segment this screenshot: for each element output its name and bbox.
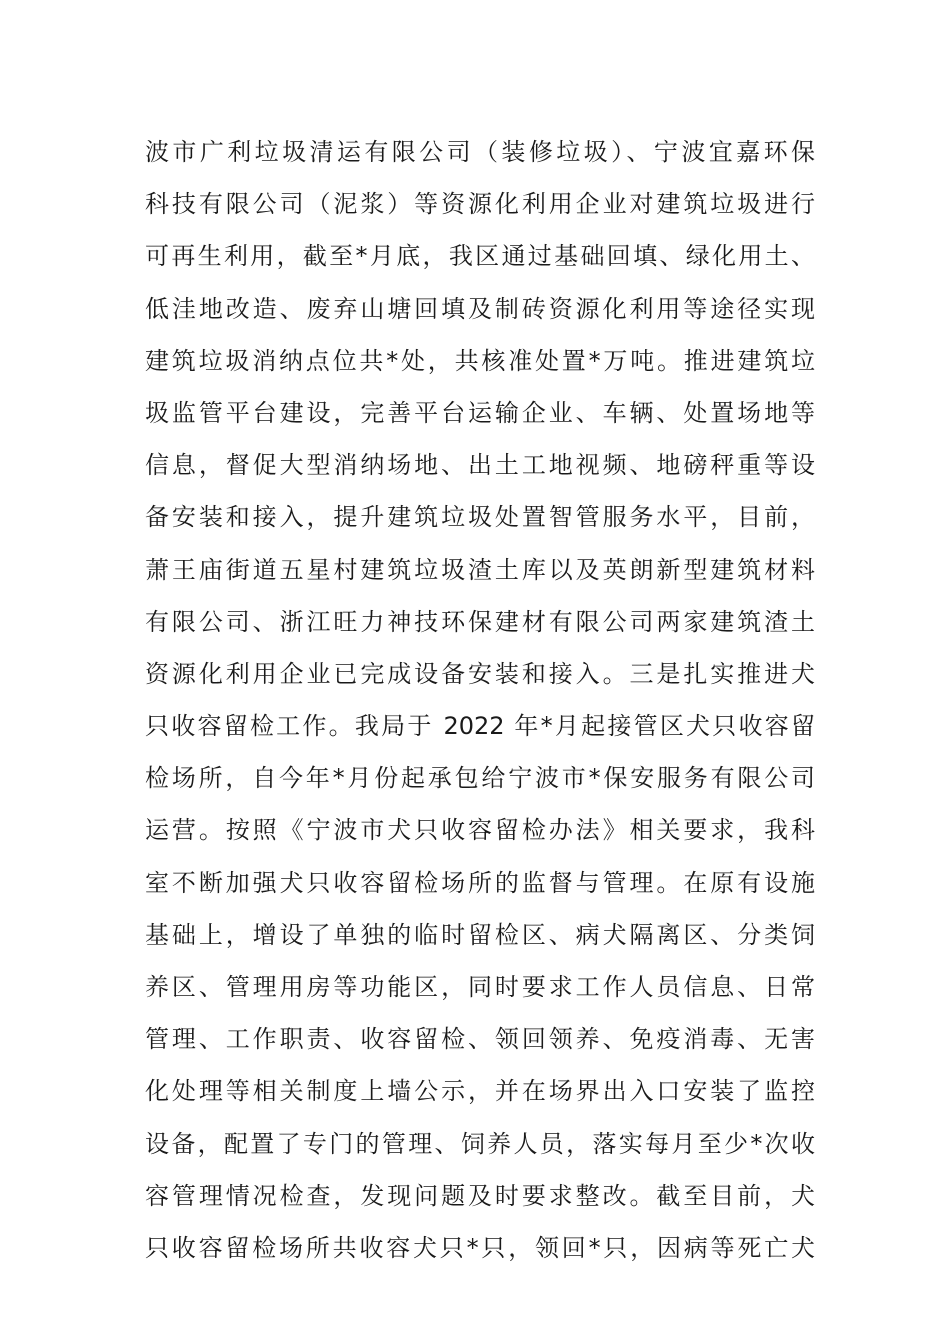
text-line: 有限公司、浙江旺力神技环保建材有限公司两家建筑渣土 — [145, 607, 815, 636]
text-line: 基础上，增设了单独的临时留检区、病犬隔离区、分类饲 — [145, 920, 815, 949]
text-line: 资源化利用企业已完成设备安装和接入。三是扎实推进犬 — [145, 659, 815, 688]
text-line: 科技有限公司（泥浆）等资源化利用企业对建筑垃圾进行 — [145, 190, 815, 219]
text-line: 设备，配置了专门的管理、饲养人员，落实每月至少*次收 — [145, 1129, 815, 1158]
text-line: 备安装和接入，提升建筑垃圾处置智管服务水平，目前， — [145, 503, 815, 532]
text-line: 萧王庙街道五星村建筑垃圾渣土库以及英朗新型建筑材料 — [145, 555, 815, 584]
text-line: 化处理等相关制度上墙公示，并在场界出入口安装了监控 — [145, 1077, 815, 1106]
text-line: 检场所，自今年*月份起承包给宁波市*保安服务有限公司 — [145, 764, 815, 793]
text-line: 信息，督促大型消纳场地、出土工地视频、地磅秤重等设 — [145, 451, 815, 480]
text-line: 只收容留检场所共收容犬只*只，领回*只，因病等死亡犬 — [145, 1233, 815, 1262]
text-line: 低洼地改造、废弃山塘回填及制砖资源化利用等途径实现 — [145, 294, 815, 323]
text-line: 养区、管理用房等功能区，同时要求工作人员信息、日常 — [145, 973, 815, 1001]
text-line: 运营。按照《宁波市犬只收容留检办法》相关要求，我科 — [145, 816, 815, 845]
text-line: 室不断加强犬只收容留检场所的监督与管理。在原有设施 — [145, 868, 815, 897]
text-line: 只收容留检工作。我局于 2022 年*月起接管区犬只收容留 — [145, 712, 815, 741]
body-paragraph — [145, 126, 815, 1274]
text-line: 容管理情况检查，发现问题及时要求整改。截至目前，犬 — [145, 1181, 815, 1210]
text-line: 可再生利用，截至*月底，我区通过基础回填、绿化用土、 — [145, 242, 815, 271]
text-line: 圾监管平台建设，完善平台运输企业、车辆、处置场地等 — [145, 398, 815, 427]
text-line: 管理、工作职责、收容留检、领回领养、免疫消毒、无害 — [145, 1025, 815, 1054]
text-line: 建筑垃圾消纳点位共*处，共核准处置*万吨。推进建筑垃 — [145, 346, 815, 375]
text-line: 波市广利垃圾清运有限公司（装修垃圾）、宁波宜嘉环保 — [145, 138, 815, 166]
